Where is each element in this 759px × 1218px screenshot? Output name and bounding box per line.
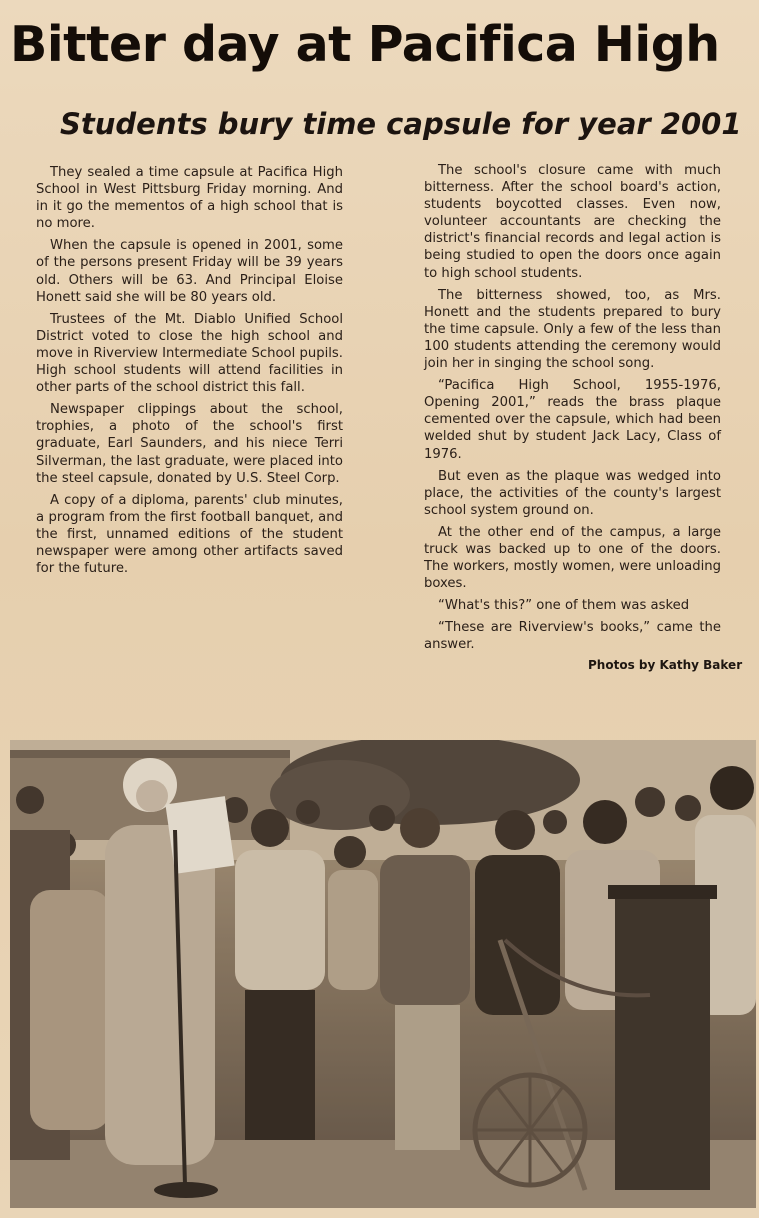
photo-credit: Photos by Kathy Baker xyxy=(588,658,743,672)
ceremony-photo xyxy=(10,740,756,1208)
headline: Bitter day at Pacifica High xyxy=(10,16,720,73)
paragraph: A copy of a diploma, parents' club minutes, a program from the first football banquet, and the first, unnamed editions of the student newspaper were among other artifacts saved for the future. xyxy=(36,492,343,577)
paragraph: “What's this?” one of them was asked xyxy=(438,598,690,614)
paragraph: But even as the plaque was wedged into place, the activities of the county's largest school system ground on. xyxy=(424,468,721,518)
paragraph: Trustees of the Mt. Diablo Unified School District voted to close the high school and move in Riverview Intermediate School pupils. High school students will attend facilities in other parts of the school district this fall. xyxy=(36,311,343,396)
paragraph: Newspaper clippings about the school, trophies, a photo of the school's first graduate, Earl Saunders, and his niece Terri Silverman, the last graduate, were placed into the steel capsule, donated by U.S. Steel Corp. xyxy=(36,402,343,486)
paragraph: “These are Riverview's books,” came the answer. xyxy=(424,620,721,653)
paragraph: They sealed a time capsule at Pacifica High School in West Pittsburg Friday morning. And in it go the mementos of a high school that is no more. xyxy=(36,165,343,232)
article-column-left xyxy=(36,164,343,582)
subheadline: Students bury time capsule for year 2001 xyxy=(60,107,742,141)
ceremony-photo-illustration xyxy=(10,740,756,1208)
paragraph: The bitterness showed, too, as Mrs. Honett and the students prepared to bury the time capsule. Only a few of the less than 100 students attending the ceremony would join her in singing the school song. xyxy=(424,287,721,372)
paragraph: “Pacifica High School, 1955-1976, Opening 2001,” reads the brass plaque cemented over the capsule, which had been welded shut by student Jack Lacy, Class of 1976. xyxy=(424,378,721,462)
paragraph: The school's closure came with much bitterness. After the school board's action, students boycotted classes. Even now, volunteer accountants are checking the district's financial records and legal action is being studied to open the doors once again to high school students. xyxy=(424,163,721,281)
article-column-right xyxy=(424,162,721,659)
paragraph: When the capsule is opened in 2001, some of the persons present Friday will be 39 years old. Others will be 63. And Principal Eloise Honett said she will be 80 years old. xyxy=(36,238,343,305)
paragraph: At the other end of the campus, a large truck was backed up to one of the doors. The workers, mostly women, were unloading boxes. xyxy=(424,524,721,592)
